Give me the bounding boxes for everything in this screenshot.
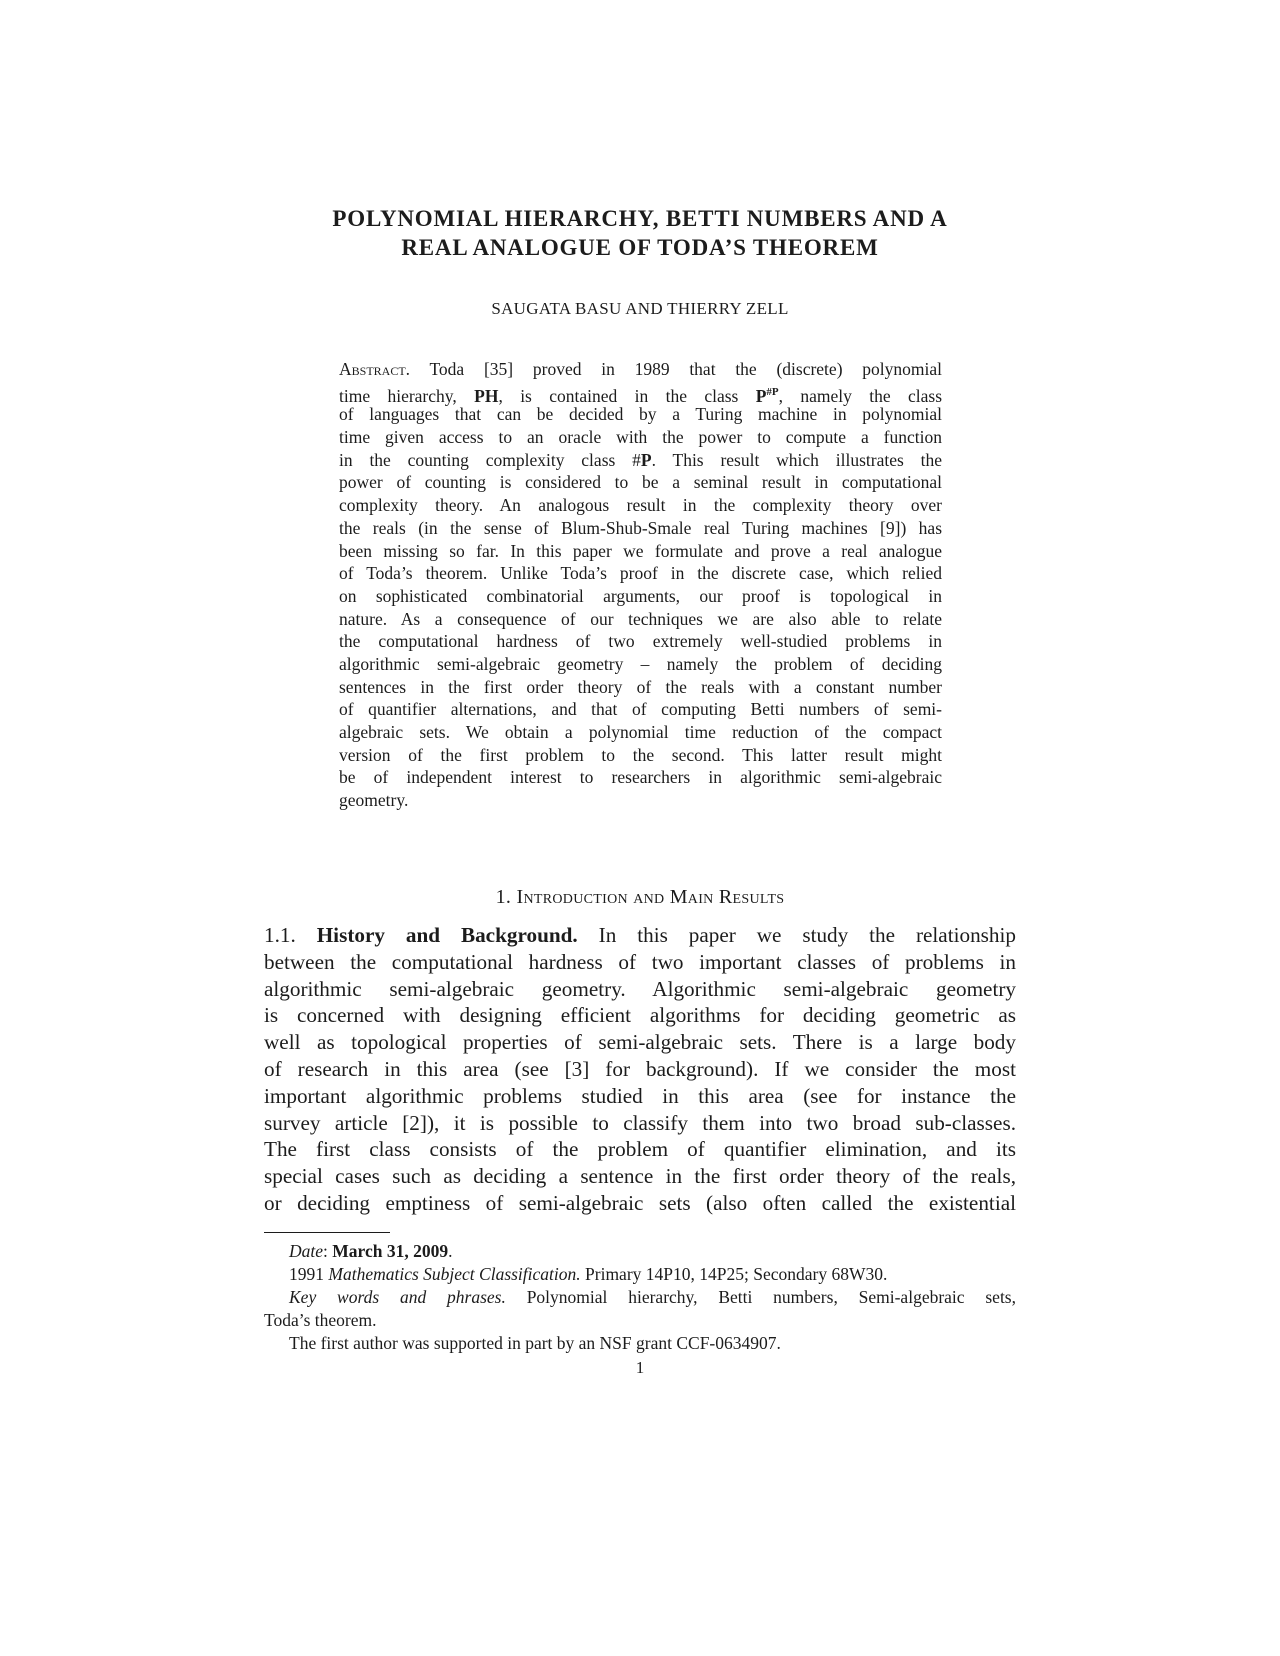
abstract-line: nature. As a consequence of our techniques we are also able to relate xyxy=(339,608,942,629)
footnote-keywords-cont: Toda’s theorem. xyxy=(264,1310,377,1330)
abstract-line: been missing so far. In this paper we formulate and prove a real analogue xyxy=(339,540,942,561)
body-line: algorithmic semi-algebraic geometry. Algorithmic semi-algebraic geometry xyxy=(264,976,1016,1001)
subsection-title: History and Background. xyxy=(316,923,578,947)
subsection-number: 1.1. xyxy=(264,923,296,947)
body-line: is concerned with designing efficient algorithms for deciding geometric as xyxy=(264,1003,1016,1028)
footnote-keywords: Key words and phrases. Polynomial hierarchy, Betti numbers, Semi-algebraic sets, xyxy=(289,1287,1016,1307)
abstract-line: of languages that can be decided by a Turing machine in polynomial xyxy=(339,404,942,425)
abstract-line: algebraic sets. We obtain a polynomial time reduction of the compact xyxy=(339,722,942,742)
abstract-line: power of counting is considered to be a seminal result in computational xyxy=(339,472,942,493)
footnote-msc: 1991 Mathematics Subject Classification. Primary 14P10, 14P25; Secondary 68W30. xyxy=(289,1264,888,1284)
abstract-line: time hierarchy, PH, is contained in the class $P^{\#P}$, namely the class xyxy=(339,385,942,406)
abstract-line: of quantifier alternations, and that of computing Betti numbers of semi- xyxy=(339,699,942,720)
body-line: survey article [2]), it is possible to classify them into two broad sub-classes. xyxy=(264,1110,1016,1135)
abstract-line: be of independent interest to researchers in algorithmic semi-algebraic xyxy=(339,767,942,788)
abstract-line: complexity theory. An analogous result in the complexity theory over xyxy=(339,495,942,516)
p-class: P xyxy=(755,385,767,406)
abstract-line: version of the first problem to the second. This latter result might xyxy=(339,744,942,765)
ph-class: PH xyxy=(474,385,499,406)
body-line: special cases such as deciding a sentence in the first order theory of the reals, xyxy=(264,1164,1016,1189)
abstract-line: Abstract. Toda [35] proved in 1989 that the (discrete) polynomial xyxy=(339,359,942,379)
section-heading xyxy=(200,886,1080,909)
footnote-date: Date: March 31, 2009. xyxy=(289,1241,453,1261)
body-line: of research in this area (see [3] for background). If we consider the most xyxy=(264,1056,1016,1081)
abstract-line: geometry. xyxy=(339,790,409,811)
page-number: 1 xyxy=(635,1358,645,1377)
abstract-line: the reals (in the sense of Blum-Shub-Smale real Turing machines [9]) has xyxy=(339,517,942,538)
footnote-funding: The first author was supported in part by an NSF grant CCF-0634907. xyxy=(289,1333,781,1353)
abstract xyxy=(339,358,942,812)
abstract-line: on sophisticated combinatorial arguments, our proof is topological in xyxy=(339,585,942,606)
abstract-label: Abstract. xyxy=(339,359,411,379)
body-line: or deciding emptiness of semi-algebraic sets (also often called the existential xyxy=(264,1190,1016,1215)
section-title: Introduction and Main Results xyxy=(516,886,785,908)
body-line: important algorithmic problems studied in this area (see for instance the xyxy=(264,1083,1016,1108)
sharp-p-superscript: #P xyxy=(766,385,779,398)
abstract-line: in the counting complexity class #P. This result which illustrates the xyxy=(339,449,943,470)
abstract-line: the computational hardness of two extremely well-studied problems in xyxy=(339,631,942,652)
title-line-2: REAL ANALOGUE OF TODA’S THEOREM xyxy=(401,235,879,260)
section-number: 1. xyxy=(495,886,512,908)
body-line: between the computational hardness of two important classes of problems in xyxy=(264,949,1016,974)
abstract-line: sentences in the first order theory of the reals with a constant number xyxy=(339,676,942,697)
abstract-line: of Toda’s theorem. Unlike Toda’s proof in the discrete case, which relied xyxy=(339,563,942,584)
body-line: 1.1. History and Background. In this paper we study the relationship xyxy=(264,923,1016,947)
title-line-1: POLYNOMIAL HIERARCHY, BETTI NUMBERS AND A xyxy=(332,206,948,231)
body-line: well as topological properties of semi-algebraic sets. There is a large body xyxy=(264,1030,1016,1055)
paper-title xyxy=(200,204,1080,262)
section-body xyxy=(264,922,1016,1217)
body-line: The first class consists of the problem of quantifier elimination, and its xyxy=(264,1137,1016,1162)
abstract-line: time given access to an oracle with the power to compute a function xyxy=(339,427,942,448)
footnote-rule xyxy=(264,1232,390,1233)
footnotes xyxy=(264,1240,1016,1355)
abstract-line: algorithmic semi-algebraic geometry – namely the problem of deciding xyxy=(339,653,942,674)
authors: SAUGATA BASU AND THIERRY ZELL xyxy=(491,299,789,318)
